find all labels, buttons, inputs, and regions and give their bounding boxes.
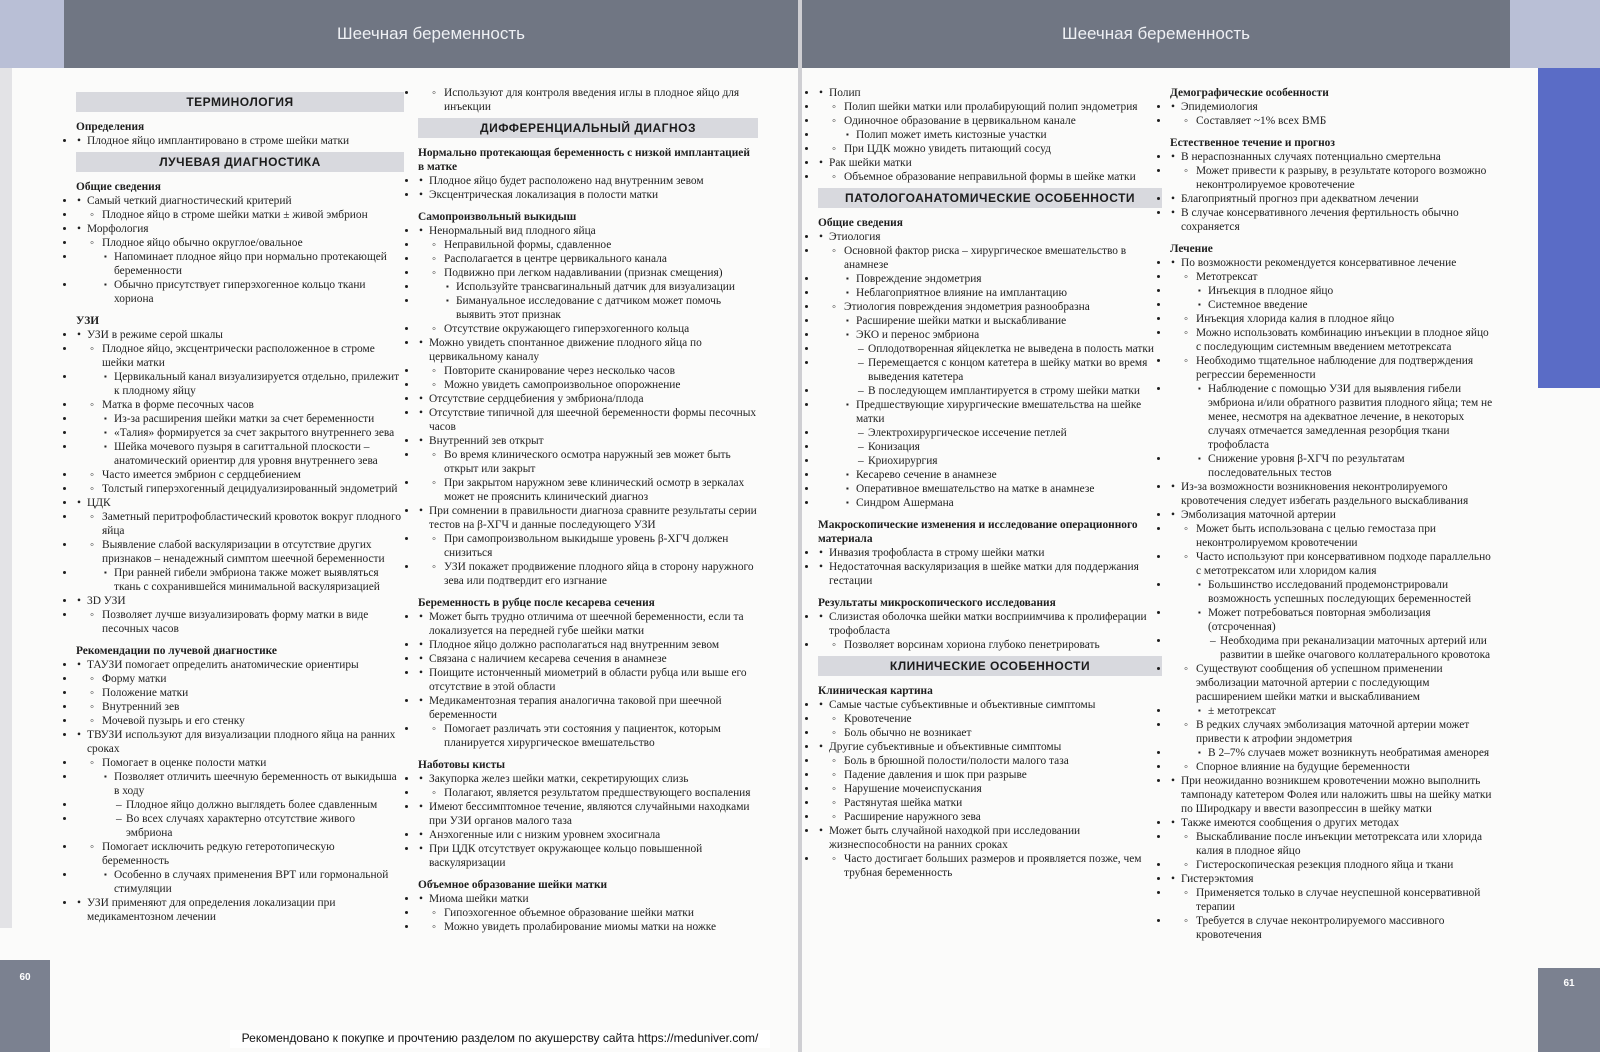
bullet-item: • • Закупорка желез шейки матки, секретирующих слизь: [418, 772, 758, 786]
subheading: Объемное образование шейки матки: [418, 879, 608, 891]
subheading: Беременность в рубце после кесарева сечения: [418, 597, 655, 609]
bullet-item: • • Недостаточная васкуляризация в шейке матки для поддержания гестации: [818, 560, 1162, 588]
sub-bullet-item: ◦ • Помогает различать эти состояния у пациенток, которым планируется хирургическое вмешательство: [418, 722, 758, 750]
bullet-item: • • Рак шейки матки: [818, 156, 1162, 170]
subheading: УЗИ: [76, 315, 100, 327]
bullet-item: • • Инвазия трофобласта в строму шейки матки: [818, 546, 1162, 560]
bullet-item: • • Можно увидеть спонтанное движение плодного яйца по цервикальному каналу: [418, 336, 758, 364]
dash-item: – • Электрохирургическое иссечение петлей: [818, 426, 1162, 440]
sub-bullet-item: ◦ • Можно увидеть пролабирование миомы матки на ножке: [418, 920, 758, 934]
sub-bullet-item: ◦ • Плодное яйцо в строме шейки матки ± живой эмбрион: [76, 208, 404, 222]
sub-sub-bullet-item: ▪ • Большинство исследований продемонстрировали возможность успешных последующих беременностей: [1170, 578, 1496, 606]
left-running-header: Шеечная беременность: [64, 0, 798, 68]
bullet-item: • • Полип: [818, 86, 1162, 100]
sub-sub-bullet-item: ▪ • ЭКО и перенос эмбриона: [818, 328, 1162, 342]
sub-bullet-item: ◦ • При закрытом наружном зеве клинический осмотр в зеркалах может не прояснить клинический диагноз: [418, 476, 758, 504]
bullet-item: • • ТВУЗИ используют для визуализации плодного яйца на ранних сроках: [76, 728, 404, 756]
bullet-item: • • Также имеются сообщения о других методах: [1170, 816, 1496, 830]
sub-sub-bullet-item: ▪ • Инъекция в плодное яйцо: [1170, 284, 1496, 298]
bullet-item: • • Внутренний зев открыт: [418, 434, 758, 448]
sub-sub-bullet-item: ▪ • Предшествующие хирургические вмешательства на шейке матки: [818, 398, 1162, 426]
sub-bullet-item: ◦ • Позволяет ворсинам хориона глубоко пенетрировать: [818, 638, 1162, 652]
sub-bullet-item: ◦ • Внутренний зев: [76, 700, 404, 714]
sub-sub-bullet-item: ▪ • Наблюдение с помощью УЗИ для выявления гибели эмбриона и/или обратного развития плодного яйца; тем не менее, несмотря на адекватное лечение, в некоторых случаях отмечается замедленная резорбция ткани трофобласта: [1170, 382, 1496, 452]
sub-bullet-item: ◦ • Боль обычно не возникает: [818, 726, 1162, 740]
right-thumb-tab: [1538, 68, 1600, 388]
section-heading: ЛУЧЕВАЯ ДИАГНОСТИКА: [76, 152, 404, 172]
sub-bullet-item: ◦ • Позволяет лучше визуализировать форму матки в виде песочных часов: [76, 608, 404, 636]
subheading: Клиническая картина: [818, 685, 933, 697]
sub-bullet-item: ◦ • Существуют сообщения об успешном применении эмболизации маточной артерии с последующим расширением шейки матки и выскабливанием: [1170, 662, 1496, 704]
dash-item: – • В последующем имплантируется в строму шейки матки: [818, 384, 1162, 398]
sub-sub-bullet-item: ▪ • Неблагоприятное влияние на имплантацию: [818, 286, 1162, 300]
bullet-item: • • Миома шейки матки: [418, 892, 758, 906]
dash-item: – • Плодное яйцо должно выглядеть более сдавленным: [76, 798, 404, 812]
dash-item: – • Конизация: [818, 440, 1162, 454]
sub-sub-bullet-item: ▪ • Синдром Ашермана: [818, 496, 1162, 510]
sub-bullet-item: ◦ • Полагают, является результатом предшествующего воспаления: [418, 786, 758, 800]
sub-bullet-item: ◦ • Отсутствие окружающего гиперэхогенного кольца: [418, 322, 758, 336]
sub-sub-bullet-item: ▪ • Особенно в случаях применения ВРТ или гормональной стимуляции: [76, 868, 404, 896]
sub-sub-bullet-item: ▪ • Может потребоваться повторная эмболизация (отсроченная): [1170, 606, 1496, 634]
sub-bullet-item: ◦ • Одиночное образование в цервикальном канале: [818, 114, 1162, 128]
sub-bullet-item: ◦ • Боль в брюшной полости/полости малого таза: [818, 754, 1162, 768]
bullet-item: • • УЗИ в режиме серой шкалы: [76, 328, 404, 342]
sub-bullet-item: ◦ • Повторите сканирование через несколько часов: [418, 364, 758, 378]
subheading: Демографические особенности: [1170, 87, 1329, 99]
sub-bullet-item: ◦ • Кровотечение: [818, 712, 1162, 726]
bullet-item: • • Эпидемиология: [1170, 100, 1496, 114]
sub-bullet-item: ◦ • Применяется только в случае неуспешной консервативной терапии: [1170, 886, 1496, 914]
bullet-item: • • ЦДК: [76, 496, 404, 510]
left-page: [0, 0, 798, 1052]
bullet-item: • • Из-за возможности возникновения неконтролируемого кровотечения следует избегать раздельного выскабливания: [1170, 480, 1496, 508]
bullet-item: • • Может быть трудно отличима от шеечной беременности, если та локализуется на передней губе шейки матки: [418, 610, 758, 638]
dash-item: – • Перемещается с концом катетера в шейку матки во время выведения катетера: [818, 356, 1162, 384]
sub-sub-bullet-item: ▪ • Кесарево сечение в анамнезе: [818, 468, 1162, 482]
bullet-item: • • Плодное яйцо будет расположено над внутренним зевом: [418, 174, 758, 188]
bullet-item: • • При сомнении в правильности диагноза сравните результаты серии тестов на β-ХГЧ и данные последующего УЗИ: [418, 504, 758, 532]
bullet-item: • • Самые частые субъективные и объективные симптомы: [818, 698, 1162, 712]
sub-sub-bullet-item: ▪ • Цервикальный канал визуализируется отдельно, прилежит к плодному яйцу: [76, 370, 404, 398]
sub-sub-bullet-item: ▪ • При ранней гибели эмбриона также может выявляться ткань с сохранившейся минимальной васкуляризацией: [76, 566, 404, 594]
sub-sub-bullet-item: ▪ • Повреждение эндометрия: [818, 272, 1162, 286]
bullet-item: • • Связана с наличием кесарева сечения в анамнезе: [418, 652, 758, 666]
right-column-1: [818, 86, 1162, 880]
subheading: Макроскопические изменения и исследование операционного материала: [818, 519, 1138, 545]
sub-bullet-item: ◦ • Во время клинического осмотра наружный зев может быть открыт или закрыт: [418, 448, 758, 476]
bullet-item: • • Слизистая оболочка шейки матки восприимчива к пролиферации трофобласта: [818, 610, 1162, 638]
sub-bullet-item: ◦ • Положение матки: [76, 686, 404, 700]
sub-sub-bullet-item: ▪ • Из-за расширения шейки матки за счет беременности: [76, 412, 404, 426]
bullet-item: • • Гистерэктомия: [1170, 872, 1496, 886]
sub-bullet-item: ◦ • Матка в форме песочных часов: [76, 398, 404, 412]
sub-sub-bullet-item: ▪ • Используйте трансвагинальный датчик для визуализации: [418, 280, 758, 294]
subheading: Нормально протекающая беременность с низкой имплантацией в матке: [418, 147, 750, 173]
sub-bullet-item: ◦ • Часто достигает больших размеров и проявляется позже, чем трубная беременность: [818, 852, 1162, 880]
bullet-item: • • Отсутствие сердцебиения у эмбриона/плода: [418, 392, 758, 406]
bullet-item: • • Может быть случайной находкой при исследовании жизнеспособности на ранних сроках: [818, 824, 1162, 852]
subheading: Самопроизвольный выкидыш: [418, 211, 577, 223]
sub-bullet-item: ◦ • Можно использовать комбинацию инъекции в плодное яйцо с последующим системным введением метотрексата: [1170, 326, 1496, 354]
left-margin-strip: [0, 68, 12, 928]
bullet-item: • • Отсутствие типичной для шеечной беременности формы песочных часов: [418, 406, 758, 434]
sub-bullet-item: ◦ • Плодное яйцо обычно округлое/овальное: [76, 236, 404, 250]
bullet-item: • • УЗИ применяют для определения локализации при медикаментозном лечении: [76, 896, 404, 924]
sub-bullet-item: ◦ • При ЦДК можно увидеть питающий сосуд: [818, 142, 1162, 156]
footer-note: Рекомендовано к покупке и прочтению разделом по акушерству сайта https://meduniver.com/: [230, 1030, 770, 1048]
sub-bullet-item: ◦ • Расширение наружного зева: [818, 810, 1162, 824]
sub-bullet-item: ◦ • Метотрексат: [1170, 270, 1496, 284]
subheading: Общие сведения: [76, 181, 161, 193]
left-column-2: [418, 86, 758, 934]
bullet-item: • • Медикаментозная терапия аналогична таковой при шеечной беременности: [418, 694, 758, 722]
right-page: [802, 0, 1600, 1052]
left-page-number: 60: [0, 960, 50, 1052]
sub-bullet-item: ◦ • Основной фактор риска – хирургическое вмешательство в анамнезе: [818, 244, 1162, 272]
dash-item: – • Оплодотворенная яйцеклетка не выведена в полость матки: [818, 342, 1162, 356]
section-heading: ТЕРМИНОЛОГИЯ: [76, 92, 404, 112]
sub-bullet-item: ◦ • Инъекция хлорида калия в плодное яйцо: [1170, 312, 1496, 326]
sub-sub-bullet-item: ▪ • Полип может иметь кистозные участки: [818, 128, 1162, 142]
sub-sub-bullet-item: ▪ • ± метотрексат: [1170, 704, 1496, 718]
sub-bullet-item: ◦ • В редких случаях эмболизация маточной артерии может привести к атрофии эндометрия: [1170, 718, 1496, 746]
sub-sub-bullet-item: ▪ • Бимануальное исследование с датчиком может помочь выявить этот признак: [418, 294, 758, 322]
bullet-item: • • Плодное яйцо должно располагаться над внутренним зевом: [418, 638, 758, 652]
sub-bullet-item: ◦ • Располагается в центре цервикального канала: [418, 252, 758, 266]
sub-bullet-item: ◦ • Падение давления и шок при разрыве: [818, 768, 1162, 782]
dash-item: – • Во всех случаях характерно отсутствие живого эмбриона: [76, 812, 404, 840]
sub-bullet-item: ◦ • Неправильной формы, сдавленное: [418, 238, 758, 252]
bullet-item: • • В случае консервативного лечения фертильность обычно сохраняется: [1170, 206, 1496, 234]
sub-bullet-item: ◦ • Спорное влияние на будущие беременности: [1170, 760, 1496, 774]
sub-bullet-item: ◦ • Помогает исключить редкую гетеротопическую беременность: [76, 840, 404, 868]
bullet-item: • • Этиология: [818, 230, 1162, 244]
bullet-item: • • Самый четкий диагностический критерий: [76, 194, 404, 208]
sub-sub-bullet-item: ▪ • Расширение шейки матки и выскабливание: [818, 314, 1162, 328]
subheading: Рекомендации по лучевой диагностике: [76, 645, 277, 657]
right-page-number: 61: [1538, 968, 1600, 1052]
subheading: Результаты микроскопического исследования: [818, 597, 1056, 609]
bullet-item: • • ТАУЗИ помогает определить анатомические ориентиры: [76, 658, 404, 672]
bullet-item: • • При неожиданно возникшем кровотечении можно выполнить тампонаду катетером Фолея или наложить швы на шейку матки по Широдкару и ввести вазопрессин в шейку матки: [1170, 774, 1496, 816]
right-running-header: Шеечная беременность: [802, 0, 1510, 68]
section-heading: ДИФФЕРЕНЦИАЛЬНЫЙ ДИАГНОЗ: [418, 118, 758, 138]
subheading: Наботовы кисты: [418, 759, 506, 771]
sub-sub-bullet-item: ▪ • «Талия» формируется за счет закрытого внутреннего зева: [76, 426, 404, 440]
sub-bullet-item: ◦ • Выявление слабой васкуляризации в отсутствие других признаков – ненадежный симптом шеечной беременности: [76, 538, 404, 566]
sub-bullet-item: ◦ • Можно увидеть самопроизвольное опорожнение: [418, 378, 758, 392]
sub-bullet-item: ◦ • При самопроизвольном выкидыше уровень β-ХГЧ должен снизиться: [418, 532, 758, 560]
sub-bullet-item: ◦ • Толстый гиперэхогенный децидуализированный эндометрий: [76, 482, 404, 496]
sub-bullet-item: ◦ • Необходимо тщательное наблюдение для подтверждения регрессии беременности: [1170, 354, 1496, 382]
sub-sub-bullet-item: ▪ • Шейка мочевого пузыря в сагиттальной плоскости – анатомический ориентир для уровня внутреннего зева: [76, 440, 404, 468]
bullet-item: • • Имеют бессимптомное течение, являются случайными находками при УЗИ органов малого таза: [418, 800, 758, 828]
sub-bullet-item: ◦ • Подвижно при легком надавливании (признак смещения): [418, 266, 758, 280]
bullet-item: • • В нераспознанных случаях потенциально смертельна: [1170, 150, 1496, 164]
dash-item: – • Необходима при реканализации маточных артерий или развитии в шейке очагового коллатерального кровотока: [1170, 634, 1496, 662]
sub-sub-bullet-item: ▪ • Позволяет отличить шеечную беременность от выкидыша в ходу: [76, 770, 404, 798]
subheading: Общие сведения: [818, 217, 903, 229]
sub-sub-bullet-item: ▪ • Оперативное вмешательство на матке в анамнезе: [818, 482, 1162, 496]
sub-bullet-item: ◦ • Помогает в оценке полости матки: [76, 756, 404, 770]
sub-sub-bullet-item: ▪ • В 2–7% случаев может возникнуть необратимая аменорея: [1170, 746, 1496, 760]
sub-bullet-item: ◦ • Часто используют при консервативном подходе параллельно с метотрексатом или хлоридом калия: [1170, 550, 1496, 578]
sub-bullet-item: ◦ • Требуется в случае неконтролируемого массивного кровотечения: [1170, 914, 1496, 942]
bullet-item: • • Анэхогенные или с низким уровнем эхосигнала: [418, 828, 758, 842]
sub-bullet-item: ◦ • Используют для контроля введения иглы в плодное яйцо для инъекции: [418, 86, 758, 114]
left-header-edge: [0, 0, 64, 68]
sub-bullet-item: ◦ • Гистероскопическая резекция плодного яйца и ткани: [1170, 858, 1496, 872]
dash-item: – • Криохирургия: [818, 454, 1162, 468]
bullet-item: • • Плодное яйцо имплантировано в строме шейки матки: [76, 134, 404, 148]
sub-bullet-item: ◦ • Выскабливание после инъекции метотрексата или хлорида калия в плодное яйцо: [1170, 830, 1496, 858]
bullet-item: • • По возможности рекомендуется консервативное лечение: [1170, 256, 1496, 270]
bullet-item: • • При ЦДК отсутствует окружающее кольцо повышенной васкуляризации: [418, 842, 758, 870]
sub-sub-bullet-item: ▪ • Снижение уровня β-ХГЧ по результатам последовательных тестов: [1170, 452, 1496, 480]
right-column-2: [1170, 86, 1496, 942]
subheading: Естественное течение и прогноз: [1170, 137, 1335, 149]
sub-bullet-item: ◦ • Мочевой пузырь и его стенку: [76, 714, 404, 728]
bullet-item: • • 3D УЗИ: [76, 594, 404, 608]
subheading: Определения: [76, 121, 145, 133]
sub-bullet-item: ◦ • Часто имеется эмбрион с сердцебиением: [76, 468, 404, 482]
sub-sub-bullet-item: ▪ • Системное введение: [1170, 298, 1496, 312]
sub-bullet-item: ◦ • Нарушение мочеиспускания: [818, 782, 1162, 796]
sub-bullet-item: ◦ • Этиология повреждения эндометрия разнообразна: [818, 300, 1162, 314]
sub-bullet-item: ◦ • Объемное образование неправильной формы в шейке матки: [818, 170, 1162, 184]
bullet-item: • • Поищите истонченный миометрий в области рубца или выше его отсутствие в этой области: [418, 666, 758, 694]
section-heading: КЛИНИЧЕСКИЕ ОСОБЕННОСТИ: [818, 656, 1162, 676]
sub-bullet-item: ◦ • Составляет ~1% всех ВМБ: [1170, 114, 1496, 128]
left-column-1: [76, 88, 404, 924]
sub-bullet-item: ◦ • УЗИ покажет продвижение плодного яйца в сторону наружного зева или подтвердит его изгнание: [418, 560, 758, 588]
bullet-item: • • Ненормальный вид плодного яйца: [418, 224, 758, 238]
sub-bullet-item: ◦ • Может привести к разрыву, в результате которого возможно неконтролируемое кровотечение: [1170, 164, 1496, 192]
sub-bullet-item: ◦ • Гипоэхогенное объемное образование шейки матки: [418, 906, 758, 920]
sub-sub-bullet-item: ▪ • Напоминает плодное яйцо при нормально протекающей беременности: [76, 250, 404, 278]
bullet-item: • • Благоприятный прогноз при адекватном лечении: [1170, 192, 1496, 206]
section-heading: ПАТОЛОГОАНАТОМИЧЕСКИЕ ОСОБЕННОСТИ: [818, 188, 1162, 208]
sub-bullet-item: ◦ • Заметный перитрофобластический кровоток вокруг плодного яйца: [76, 510, 404, 538]
sub-sub-bullet-item: ▪ • Обычно присутствует гиперэхогенное кольцо ткани хориона: [76, 278, 404, 306]
right-header-edge: [1510, 0, 1600, 68]
sub-bullet-item: ◦ • Может быть использована с целью гемостаза при неконтролируемом кровотечении: [1170, 522, 1496, 550]
bullet-item: • • Другие субъективные и объективные симптомы: [818, 740, 1162, 754]
bullet-item: • • Эксцентрическая локализация в полости матки: [418, 188, 758, 202]
bullet-item: • • Эмболизация маточной артерии: [1170, 508, 1496, 522]
subheading: Лечение: [1170, 243, 1213, 255]
bullet-item: • • Морфология: [76, 222, 404, 236]
sub-bullet-item: ◦ • Растянутая шейка матки: [818, 796, 1162, 810]
sub-bullet-item: ◦ • Плодное яйцо, эксцентрически расположенное в строме шейки матки: [76, 342, 404, 370]
sub-bullet-item: ◦ • Полип шейки матки или пролабирующий полип эндометрия: [818, 100, 1162, 114]
sub-bullet-item: ◦ • Форму матки: [76, 672, 404, 686]
